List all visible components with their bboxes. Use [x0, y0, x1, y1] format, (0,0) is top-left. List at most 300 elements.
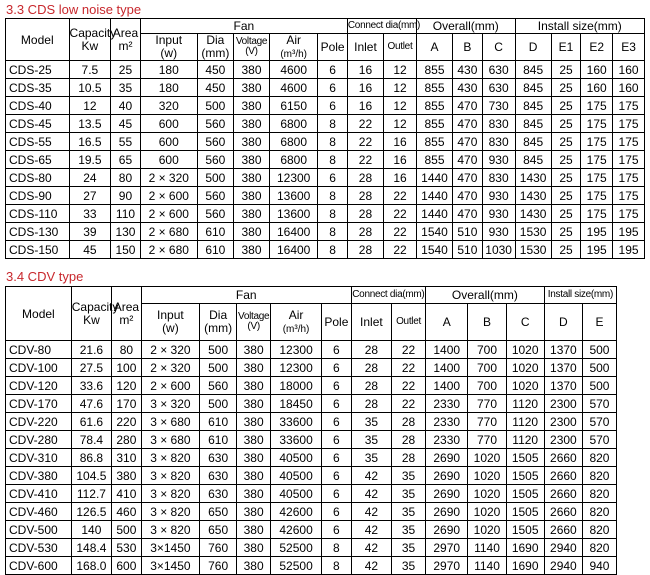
table-cell: 450 [197, 61, 233, 79]
table-row [6, 205, 645, 223]
table-cell: 855 [416, 97, 452, 115]
table-cell: 820 [582, 449, 616, 467]
model-cell: CDV-120 [6, 377, 72, 395]
model-cell: CDV-600 [6, 557, 72, 575]
table-cell: 39 [69, 223, 111, 241]
table-cell: 3×1450 [141, 557, 199, 575]
table-cell: 380 [237, 467, 271, 485]
table-cell: 120 [112, 377, 142, 395]
table-cell: 3 × 820 [141, 485, 199, 503]
model-cell: CDV-380 [6, 467, 72, 485]
table-cell: 2 × 680 [140, 223, 197, 241]
table-row [6, 223, 645, 241]
table-cell: 6 [322, 431, 352, 449]
table-cell: 12 [384, 61, 417, 79]
table-cell: 6150 [270, 97, 318, 115]
table-cell: 855 [416, 79, 452, 97]
table-cell: 2 × 600 [140, 187, 197, 205]
table-cell: 1020 [506, 377, 544, 395]
table-cell: 16 [347, 97, 383, 115]
table-cell: 160 [613, 79, 645, 97]
table-cell: 700 [468, 377, 506, 395]
table-row [6, 485, 617, 503]
table-cell: 33600 [271, 413, 322, 431]
table-cell: 380 [112, 467, 142, 485]
table-cell: 470 [453, 169, 483, 187]
table-cell: 175 [581, 133, 613, 151]
table-cell: 2 × 600 [141, 377, 199, 395]
table-cell: 3×1450 [141, 539, 199, 557]
table-cell: 500 [200, 395, 237, 413]
table-cell: 195 [581, 223, 613, 241]
table-cell: 730 [482, 97, 515, 115]
table-row [6, 61, 645, 79]
col-e2-header: E2 [581, 34, 613, 61]
col-pole-header: Pole [322, 304, 352, 341]
table-cell: 2940 [544, 539, 582, 557]
table-cell: 2 × 600 [140, 205, 197, 223]
table-cell: 1505 [506, 503, 544, 521]
table-cell: 22 [392, 341, 426, 359]
table-cell: 830 [482, 133, 515, 151]
table-cell: 470 [453, 187, 483, 205]
table-cell: 430 [453, 61, 483, 79]
table-cell: 930 [482, 205, 515, 223]
table-cell: 930 [482, 151, 515, 169]
col-outlet-header: Outlet [392, 304, 426, 341]
table-cell: 3 × 680 [141, 413, 199, 431]
table-row [6, 539, 617, 557]
table-cell: 500 [582, 377, 616, 395]
model-cell: CDV-170 [6, 395, 72, 413]
table-cell: 13.5 [69, 115, 111, 133]
table-cell: 6800 [270, 151, 318, 169]
table-cell: 380 [237, 431, 271, 449]
table-cell: 430 [453, 79, 483, 97]
table-cell: 6 [322, 413, 352, 431]
table-cell: 560 [197, 187, 233, 205]
table-cell: 25 [551, 151, 581, 169]
model-cell: CDV-80 [6, 341, 72, 359]
table-row [6, 359, 617, 377]
table-cell: 6 [322, 341, 352, 359]
table-cell: 500 [112, 521, 142, 539]
col-d-header: D [544, 304, 582, 341]
table-cell: 10.5 [69, 79, 111, 97]
table-cell: 845 [515, 133, 551, 151]
table-cell: 1540 [416, 223, 452, 241]
table-row [6, 241, 645, 259]
model-cell: CDV-220 [6, 413, 72, 431]
table-cell: 510 [453, 223, 483, 241]
table-cell: 35 [392, 557, 426, 575]
table-cell: 2690 [426, 521, 468, 539]
table-cell: 1020 [468, 467, 506, 485]
table-cell: 6 [318, 97, 348, 115]
table-cell: 25 [551, 115, 581, 133]
table-cell: 21.6 [71, 341, 111, 359]
table-cell: 500 [197, 169, 233, 187]
table-cell: 820 [582, 503, 616, 521]
table-cell: 1505 [506, 449, 544, 467]
table-cell: 47.6 [71, 395, 111, 413]
table-cell: 6 [322, 521, 352, 539]
table-cell: 380 [233, 115, 269, 133]
table-cell: 650 [200, 521, 237, 539]
table-cell: 610 [200, 413, 237, 431]
table-cell: 160 [581, 61, 613, 79]
table-cell: 8 [322, 539, 352, 557]
table-cell: 380 [233, 151, 269, 169]
table-row [6, 79, 645, 97]
table-cell: 42 [351, 503, 391, 521]
table-cell: 150 [111, 241, 141, 259]
table-cell: 2690 [426, 449, 468, 467]
table-cell: 55 [111, 133, 141, 151]
table-cell: 27 [69, 187, 111, 205]
table-cell: 3 × 680 [141, 431, 199, 449]
col-air-header: Air (m³/h) [270, 34, 318, 61]
col-c-header: C [482, 34, 515, 61]
table-cell: 1120 [506, 413, 544, 431]
table-cell: 2690 [426, 485, 468, 503]
col-a-header: A [416, 34, 452, 61]
table-cell: 410 [112, 485, 142, 503]
table-cell: 6 [322, 503, 352, 521]
table-cell: 320 [140, 97, 197, 115]
model-cell: CDS-130 [6, 223, 70, 241]
table-cell: 8 [318, 151, 348, 169]
table-cell: 2 × 680 [140, 241, 197, 259]
table-cell: 7.5 [69, 61, 111, 79]
table-cell: 380 [233, 205, 269, 223]
table-cell: 2660 [544, 521, 582, 539]
table-row [6, 151, 645, 169]
table-cell: 195 [581, 241, 613, 259]
table-cell: 845 [515, 79, 551, 97]
col-inlet-header: Inlet [347, 34, 383, 61]
cdv-section-title: 3.4 CDV type [6, 269, 84, 284]
table-cell: 380 [233, 133, 269, 151]
table-cell: 25 [551, 241, 581, 259]
table-row [6, 449, 617, 467]
table-cell: 930 [482, 187, 515, 205]
table-cell: 6800 [270, 133, 318, 151]
table-cell: 1400 [426, 359, 468, 377]
table-cell: 104.5 [71, 467, 111, 485]
cdv-spec-table [5, 286, 617, 575]
table-cell: 830 [482, 115, 515, 133]
table-cell: 380 [233, 169, 269, 187]
table-cell: 470 [453, 97, 483, 115]
table-cell: 28 [347, 223, 383, 241]
table-cell: 450 [197, 79, 233, 97]
table-cell: 170 [112, 395, 142, 413]
cds-header-row-1 [6, 19, 645, 34]
table-cell: 560 [197, 205, 233, 223]
table-cell: 630 [200, 449, 237, 467]
table-cell: 380 [237, 359, 271, 377]
col-b-header: B [453, 34, 483, 61]
col-voltage-header: Voltage (V) [237, 304, 271, 341]
table-cell: 570 [582, 431, 616, 449]
table-cell: 35 [351, 413, 391, 431]
table-row [6, 413, 617, 431]
col-input-header: Input (w) [140, 34, 197, 61]
table-cell: 35 [392, 539, 426, 557]
table-cell: 380 [237, 449, 271, 467]
table-cell: 630 [200, 467, 237, 485]
table-cell: 168.0 [71, 557, 111, 575]
model-cell: CDS-25 [6, 61, 70, 79]
col-area-header: Area m² [112, 287, 142, 341]
table-cell: 42 [351, 485, 391, 503]
table-cell: 180 [140, 61, 197, 79]
table-cell: 112.7 [71, 485, 111, 503]
table-cell: 1540 [416, 241, 452, 259]
table-cell: 35 [351, 449, 391, 467]
table-cell: 1400 [426, 377, 468, 395]
col-d-header: D [515, 34, 551, 61]
table-cell: 175 [613, 133, 645, 151]
table-cell: 22 [347, 133, 383, 151]
table-cell: 80 [111, 169, 141, 187]
table-cell: 1030 [482, 241, 515, 259]
table-cell: 610 [200, 431, 237, 449]
table-cell: 28 [347, 187, 383, 205]
table-cell: 13600 [270, 187, 318, 205]
col-capacity-header: Capacity Kw [69, 19, 111, 61]
model-cell: CDS-65 [6, 151, 70, 169]
table-cell: 820 [582, 521, 616, 539]
table-cell: 1020 [468, 521, 506, 539]
table-cell: 6 [318, 61, 348, 79]
table-cell: 820 [582, 467, 616, 485]
install-group-header: Install size(mm) [515, 19, 644, 34]
table-cell: 16400 [270, 241, 318, 259]
table-cell: 2660 [544, 467, 582, 485]
table-cell: 500 [197, 97, 233, 115]
table-cell: 1140 [468, 539, 506, 557]
table-cell: 820 [582, 485, 616, 503]
table-cell: 22 [347, 115, 383, 133]
table-cell: 1440 [416, 187, 452, 205]
table-cell: 760 [200, 539, 237, 557]
table-cell: 18450 [271, 395, 322, 413]
table-row [6, 133, 645, 151]
fan-group-header: Fan [140, 19, 347, 34]
table-cell: 630 [482, 79, 515, 97]
table-cell: 52500 [271, 539, 322, 557]
table-cell: 6 [318, 169, 348, 187]
table-cell: 16 [347, 79, 383, 97]
table-cell: 8 [318, 187, 348, 205]
col-model-header: Model [6, 287, 72, 341]
table-cell: 61.6 [71, 413, 111, 431]
table-cell: 180 [140, 79, 197, 97]
table-cell: 380 [233, 61, 269, 79]
table-cell: 1440 [416, 205, 452, 223]
table-cell: 175 [581, 169, 613, 187]
model-cell: CDS-90 [6, 187, 70, 205]
table-cell: 570 [582, 413, 616, 431]
table-cell: 35 [351, 431, 391, 449]
table-cell: 6 [322, 449, 352, 467]
table-cell: 1370 [544, 341, 582, 359]
col-a-header: A [426, 304, 468, 341]
table-cell: 1505 [506, 485, 544, 503]
table-cell: 28 [351, 359, 391, 377]
cds-section-title: 3.3 CDS low noise type [6, 2, 142, 17]
table-cell: 22 [347, 151, 383, 169]
table-cell: 45 [69, 241, 111, 259]
table-cell: 8 [318, 115, 348, 133]
table-cell: 25 [111, 61, 141, 79]
table-cell: 175 [581, 97, 613, 115]
table-cell: 2690 [426, 503, 468, 521]
model-cell: CDV-500 [6, 521, 72, 539]
table-cell: 940 [582, 557, 616, 575]
table-cell: 380 [233, 223, 269, 241]
table-cell: 1430 [515, 205, 551, 223]
table-cell: 25 [551, 97, 581, 115]
table-cell: 25 [551, 187, 581, 205]
table-cell: 630 [482, 61, 515, 79]
table-cell: 1505 [506, 521, 544, 539]
col-e-header: E [582, 304, 616, 341]
table-cell: 3 × 820 [141, 449, 199, 467]
model-cell: CDS-55 [6, 133, 70, 151]
table-cell: 12300 [271, 341, 322, 359]
col-dia-header: Dia (mm) [197, 34, 233, 61]
table-cell: 6 [322, 467, 352, 485]
model-cell: CDS-150 [6, 241, 70, 259]
table-cell: 2660 [544, 503, 582, 521]
table-cell: 2330 [426, 431, 468, 449]
table-cell: 560 [200, 377, 237, 395]
table-cell: 380 [237, 413, 271, 431]
table-cell: 52500 [271, 557, 322, 575]
fan-group-header: Fan [141, 287, 351, 304]
table-cell: 19.5 [69, 151, 111, 169]
table-cell: 33600 [271, 431, 322, 449]
table-cell: 148.4 [71, 539, 111, 557]
table-cell: 1430 [515, 169, 551, 187]
model-cell: CDS-80 [6, 169, 70, 187]
table-cell: 16.5 [69, 133, 111, 151]
table-cell: 2330 [426, 395, 468, 413]
table-cell: 12 [384, 115, 417, 133]
table-cell: 700 [468, 359, 506, 377]
table-cell: 3 × 820 [141, 503, 199, 521]
table-cell: 1370 [544, 359, 582, 377]
table-cell: 12300 [271, 359, 322, 377]
overall-group-header: Overall(mm) [416, 19, 515, 34]
table-cell: 100 [112, 359, 142, 377]
table-cell: 28 [351, 395, 391, 413]
table-row [6, 521, 617, 539]
table-cell: 160 [613, 61, 645, 79]
table-cell: 560 [197, 115, 233, 133]
table-row [6, 503, 617, 521]
table-cell: 470 [453, 151, 483, 169]
table-cell: 33.6 [71, 377, 111, 395]
table-cell: 175 [613, 97, 645, 115]
table-cell: 380 [233, 187, 269, 205]
table-cell: 2690 [426, 467, 468, 485]
table-cell: 12 [384, 97, 417, 115]
table-cell: 28 [392, 431, 426, 449]
table-row [6, 169, 645, 187]
table-cell: 600 [140, 115, 197, 133]
table-cell: 4600 [270, 61, 318, 79]
table-cell: 3 × 820 [141, 521, 199, 539]
table-cell: 8 [318, 133, 348, 151]
model-cell: CDV-310 [6, 449, 72, 467]
table-cell: 25 [551, 79, 581, 97]
col-model-header: Model [6, 19, 70, 61]
col-b-header: B [468, 304, 506, 341]
table-cell: 380 [237, 341, 271, 359]
col-dia-header: Dia (mm) [200, 304, 237, 341]
table-cell: 470 [453, 205, 483, 223]
table-cell: 1020 [506, 359, 544, 377]
table-cell: 6 [322, 377, 352, 395]
table-cell: 2330 [426, 413, 468, 431]
table-cell: 6 [322, 485, 352, 503]
table-row [6, 395, 617, 413]
table-cell: 42600 [271, 503, 322, 521]
table-cell: 2300 [544, 395, 582, 413]
table-cell: 610 [197, 241, 233, 259]
table-cell: 16 [384, 169, 417, 187]
table-cell: 845 [515, 61, 551, 79]
table-cell: 195 [613, 223, 645, 241]
table-cell: 700 [468, 341, 506, 359]
table-cell: 380 [237, 557, 271, 575]
table-cell: 1140 [468, 557, 506, 575]
table-cell: 220 [112, 413, 142, 431]
table-cell: 8 [322, 557, 352, 575]
table-cell: 3 × 820 [141, 467, 199, 485]
table-cell: 2970 [426, 539, 468, 557]
table-cell: 8 [318, 241, 348, 259]
table-cell: 35 [392, 503, 426, 521]
table-cell: 25 [551, 61, 581, 79]
table-cell: 28 [347, 205, 383, 223]
table-cell: 13600 [270, 205, 318, 223]
table-cell: 650 [200, 503, 237, 521]
table-cell: 22 [392, 377, 426, 395]
table-cell: 600 [140, 133, 197, 151]
table-cell: 855 [416, 133, 452, 151]
model-cell: CDV-530 [6, 539, 72, 557]
table-row [6, 377, 617, 395]
table-cell: 42 [351, 521, 391, 539]
table-cell: 28 [351, 341, 391, 359]
cdv-header-row-1 [6, 287, 617, 304]
table-cell: 8 [318, 223, 348, 241]
table-cell: 2300 [544, 413, 582, 431]
table-cell: 6 [318, 79, 348, 97]
table-cell: 90 [111, 187, 141, 205]
table-cell: 42 [351, 557, 391, 575]
table-cell: 28 [351, 377, 391, 395]
table-cell: 1690 [506, 539, 544, 557]
table-cell: 16 [347, 61, 383, 79]
table-cell: 1530 [515, 241, 551, 259]
table-cell: 28 [392, 449, 426, 467]
